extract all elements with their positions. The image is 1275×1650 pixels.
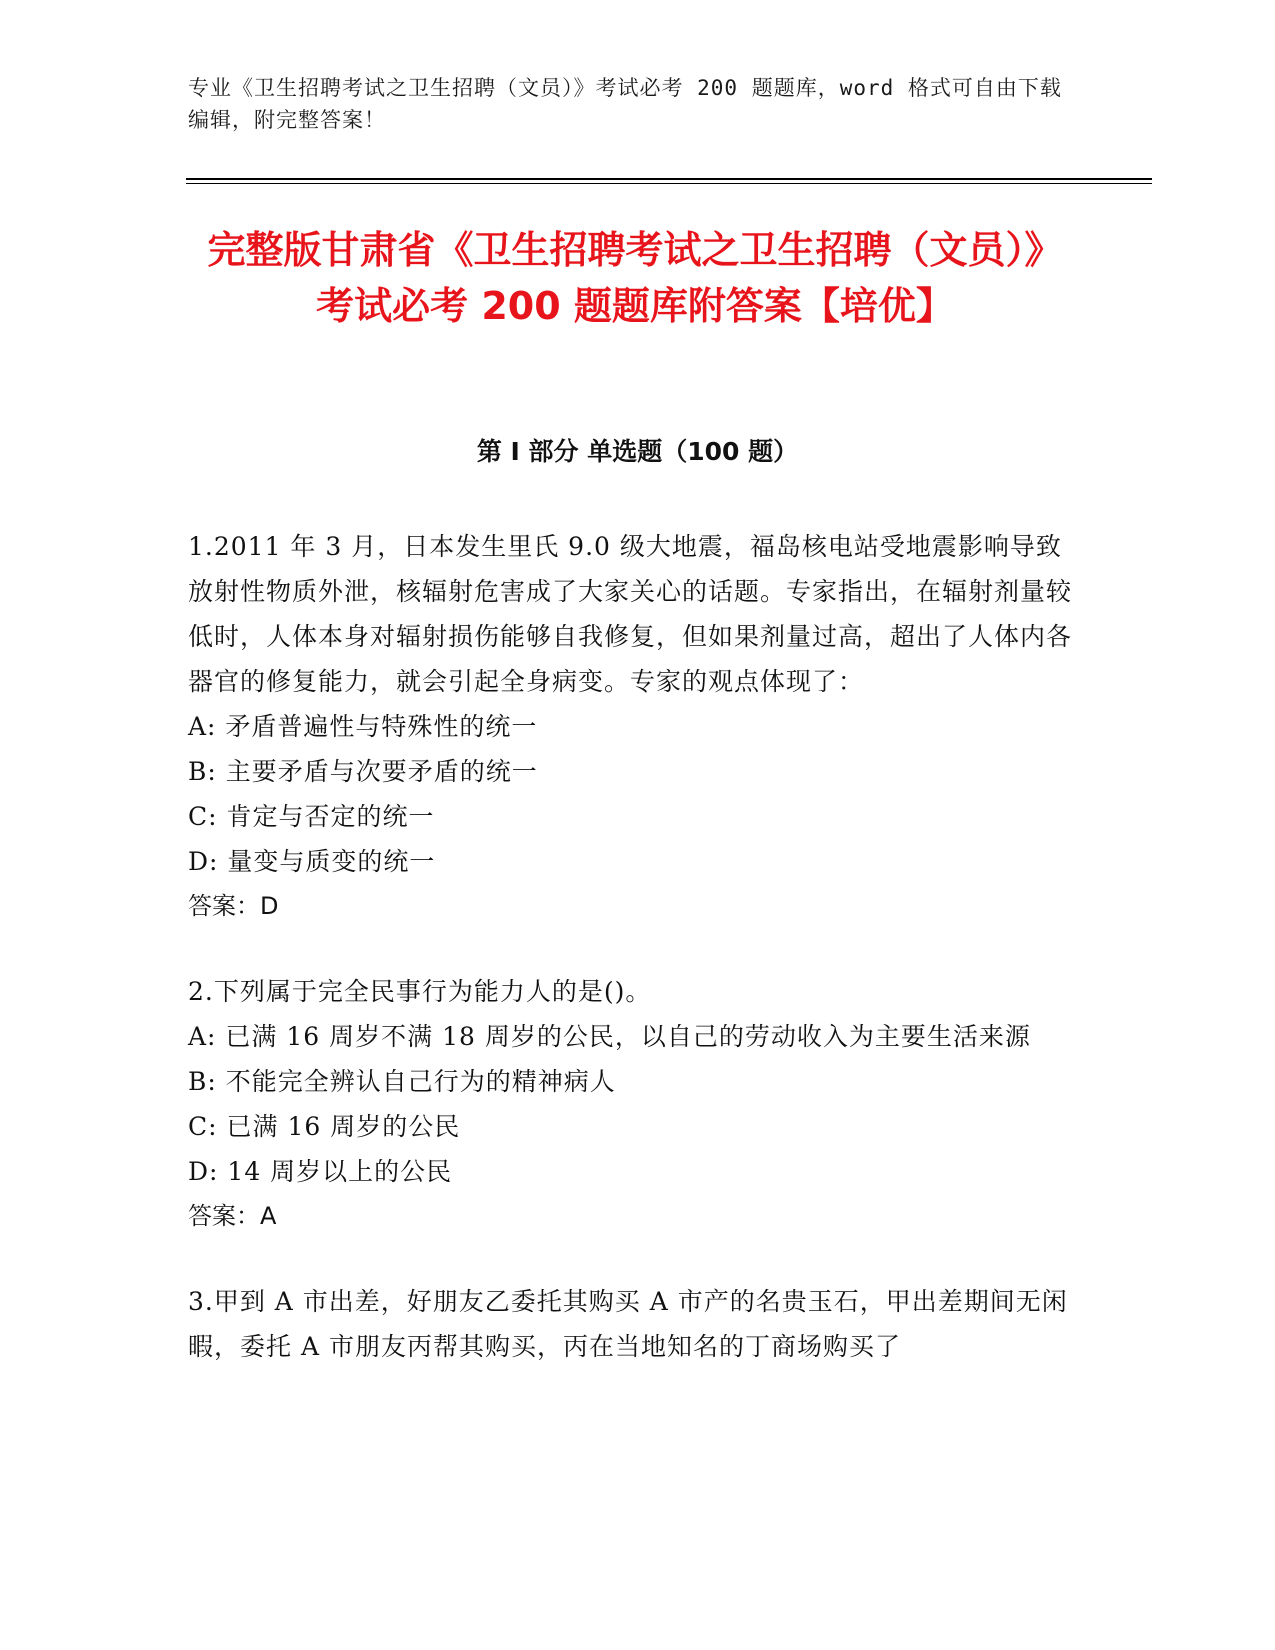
question-3 (188, 1279, 1078, 1369)
option-c: C: 已满 16 周岁的公民 (188, 1112, 461, 1141)
section-heading: 第 I 部分 单选题（100 题） (476, 437, 799, 466)
option-b: B: 主要矛盾与次要矛盾的统一 (188, 757, 538, 786)
option-d: D: 量变与质变的统一 (188, 847, 436, 876)
option-c: C: 肯定与否定的统一 (188, 802, 435, 831)
question-stem: 3.甲到 A 市出差，好朋友乙委托其购买 A 市产的名贵玉石，甲出差期间无闲暇，委托 A 市朋友丙帮其购买，丙在当地知名的丁商场购买了 (188, 1287, 1068, 1361)
document-title: 完整版甘肃省《卫生招聘考试之卫生招聘（文员）》考试必考 200 题题库附答案【培优】 (207, 228, 1063, 328)
question-2 (188, 969, 1078, 1239)
option-a: A: 已满 16 周岁不满 18 周岁的公民，以自己的劳动收入为主要生活来源 (188, 1022, 1031, 1051)
header-note: 专业《卫生招聘考试之卫生招聘（文员）》考试必考 200 题题库，word 格式可自由下载编辑，附完整答案！ (188, 76, 1062, 132)
question-list (188, 524, 1078, 1409)
answer-line: 答案：A (188, 1202, 277, 1230)
header-divider (186, 178, 1152, 180)
answer-line: 答案：D (188, 892, 279, 920)
option-a: A: 矛盾普遍性与特殊性的统一 (188, 712, 538, 741)
option-b: B: 不能完全辨认自己行为的精神病人 (188, 1067, 616, 1096)
question-1 (188, 524, 1078, 929)
header-divider-thin (186, 183, 1152, 184)
option-d: D: 14 周岁以上的公民 (188, 1157, 453, 1186)
question-stem: 2.下列属于完全民事行为能力人的是()。 (188, 977, 652, 1006)
question-stem: 1.2011 年 3 月，日本发生里氏 9.0 级大地震，福岛核电站受地震影响导致放射性物质外泄，核辐射危害成了大家关心的话题。专家指出，在辐射剂量较低时，人体本身对辐射损伤能够自我修复，但如果剂量过高，超出了人体内各器官的修复能力，就会引起全身病变。专家的观点体现了： (188, 532, 1073, 696)
